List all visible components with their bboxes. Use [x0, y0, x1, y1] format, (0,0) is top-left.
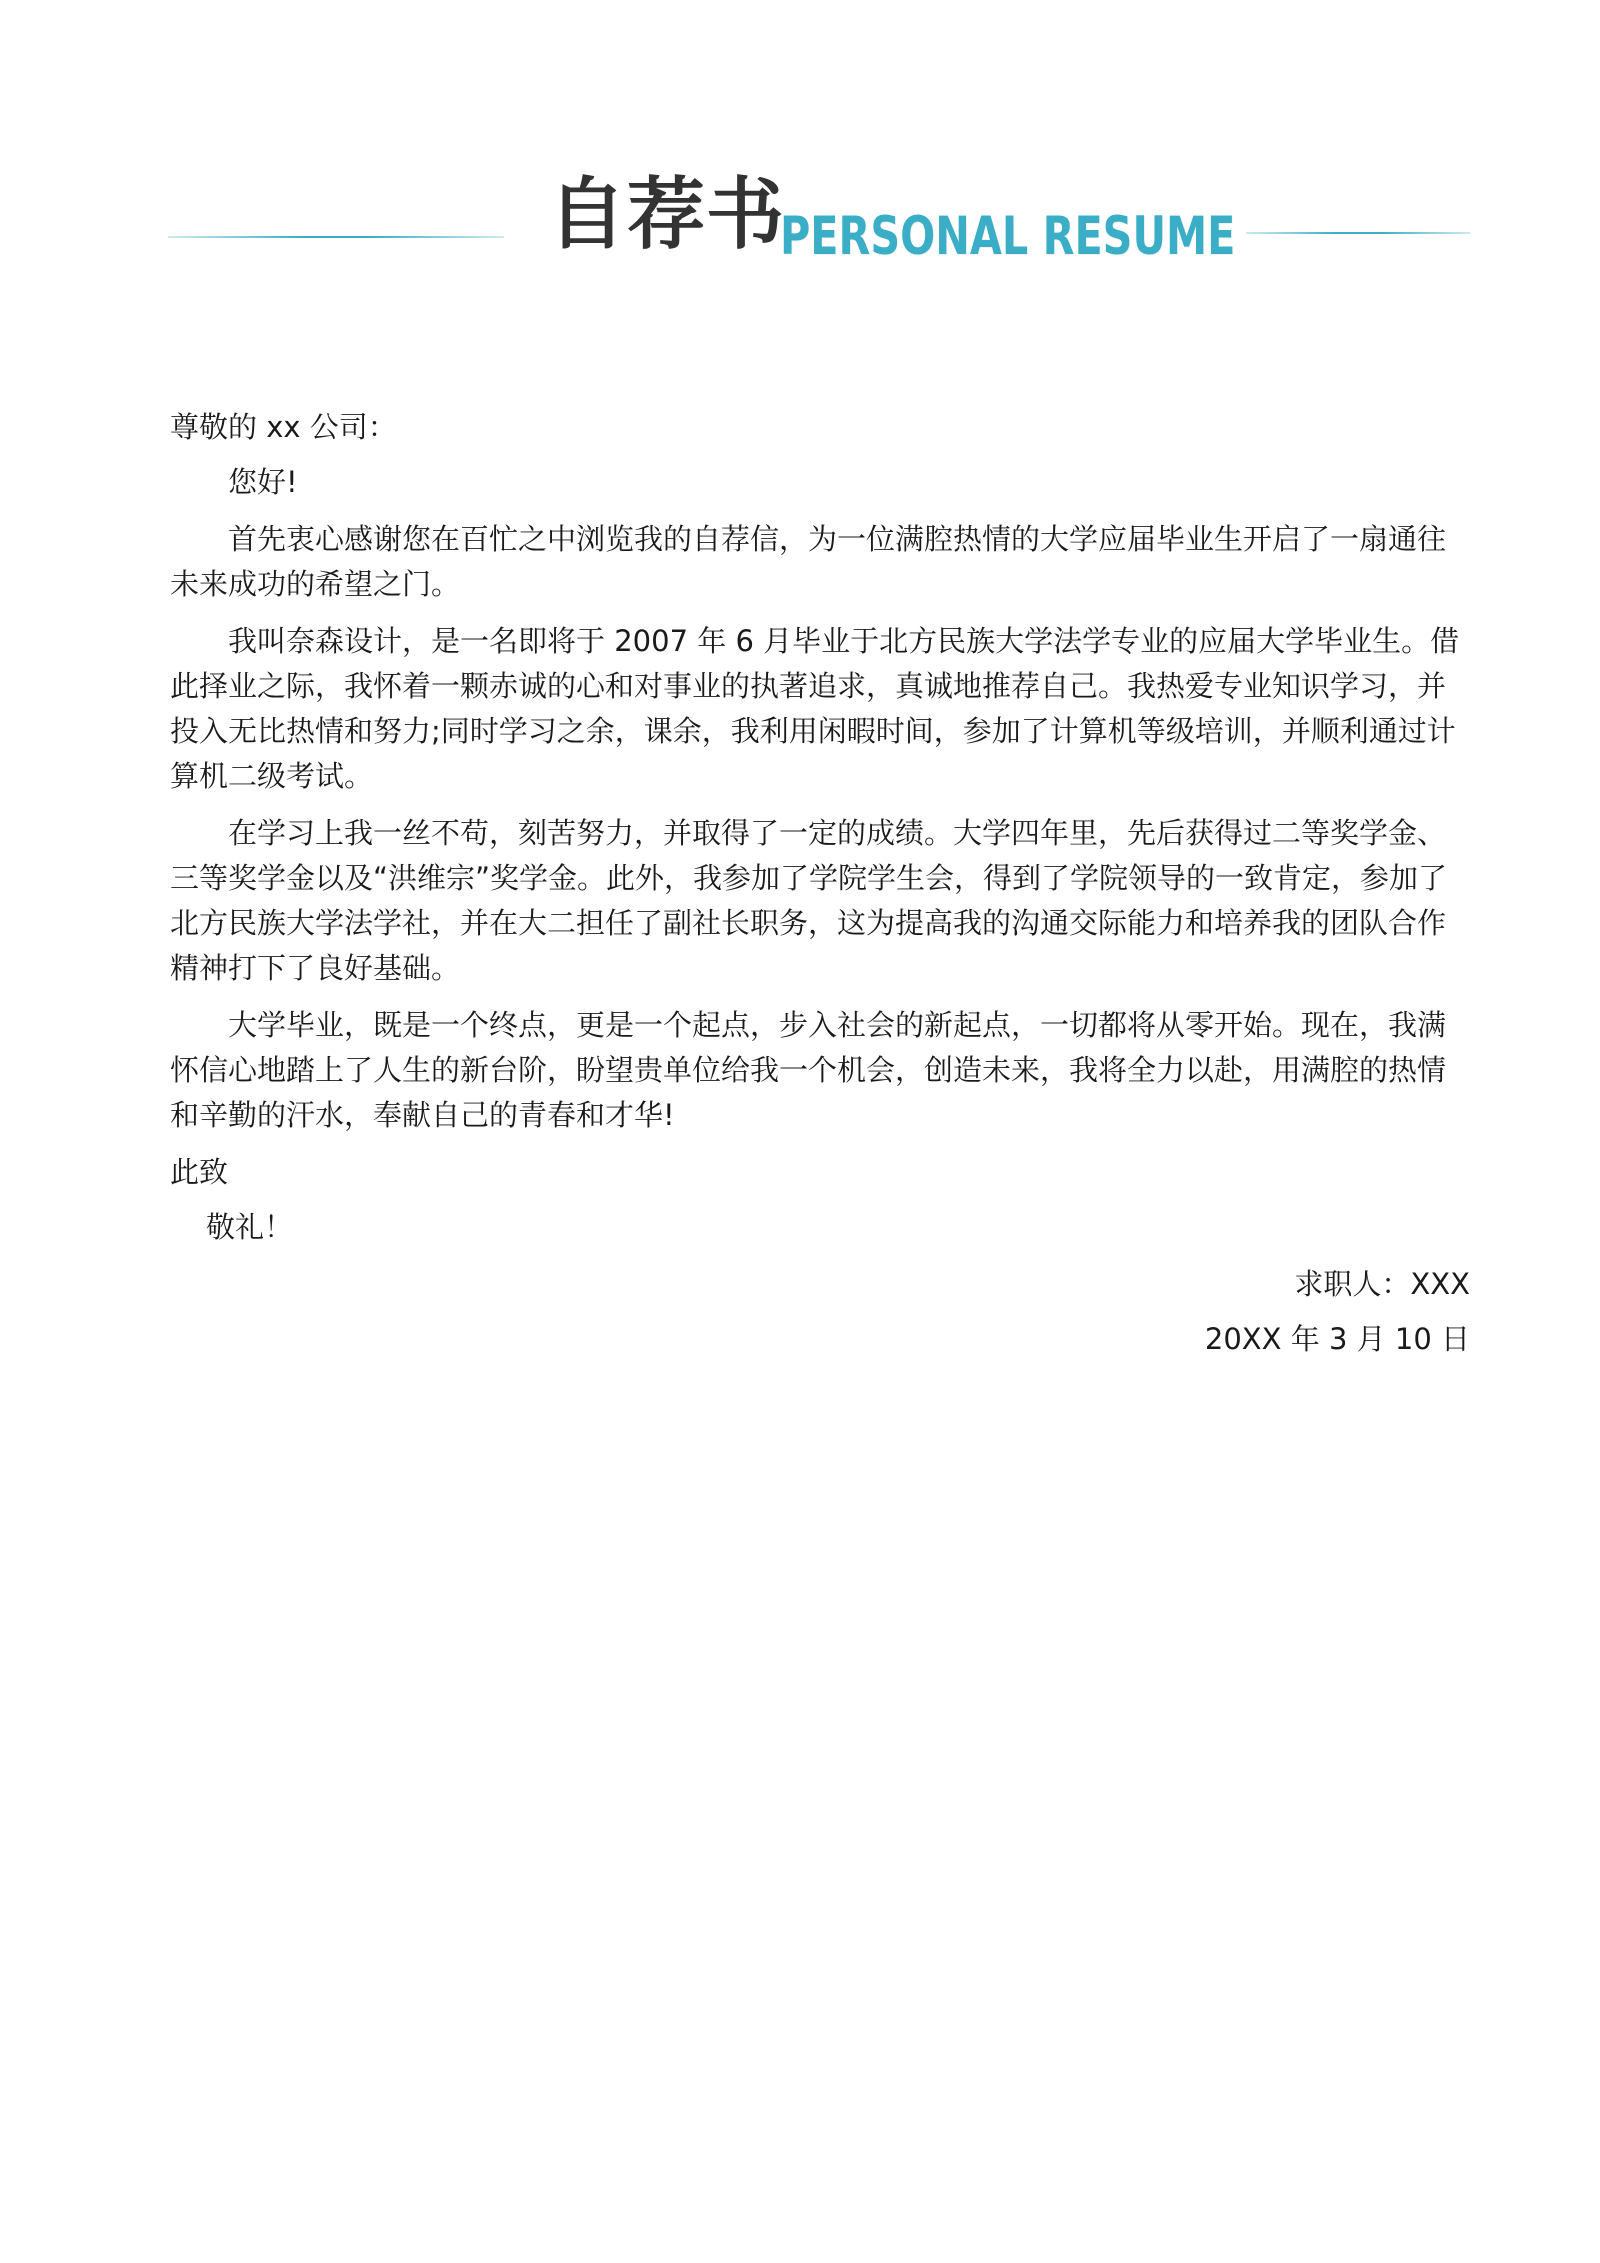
letter-paragraph: 首先衷心感谢您在百忙之中浏览我的自荐信，为一位满腔热情的大学应届毕业生开启了一扇通往未来成功的希望之门。 — [170, 522, 1447, 601]
date: 20XX 年 3 月 10 日 — [1204, 1322, 1470, 1356]
page-subtitle: PERSONAL RESUME — [780, 206, 1236, 267]
letter-paragraph: 大学毕业，既是一个终点，更是一个起点，步入社会的新起点，一切都将从零开始。现在，我满怀信心地踏上了人生的新台阶，盼望贵单位给我一个机会，创造未来，我将全力以赴，用满腔的热情和辛勤的汗水，奉献自己的青春和才华! — [170, 1008, 1447, 1132]
salutation: 尊敬的 xx 公司： — [170, 410, 397, 444]
header-right-rule — [1246, 232, 1470, 234]
greeting: 您好! — [228, 465, 298, 499]
letter-paragraph: 我叫奈森设计，是一名即将于 2007 年 6 月毕业于北方民族大学法学专业的应届大学毕业生。借此择业之际，我怀着一颗赤诚的心和对事业的执著追求，真诚地推荐自己。我热爱专业知识学习，并投入无比热情和努力;同时学习之余，课余，我利用闲暇时间，参加了计算机等级培训，并顺利通过计算机二级考试。 — [170, 624, 1460, 793]
page-header — [0, 0, 1600, 300]
signature: 求职人：XXX — [1294, 1267, 1470, 1301]
page-title: 自荐书 — [548, 170, 786, 260]
respect-line: 敬礼！ — [206, 1210, 294, 1244]
letter-paragraph: 在学习上我一丝不苟，刻苦努力，并取得了一定的成绩。大学四年里，先后获得过二等奖学金、三等奖学金以及“洪维宗”奖学金。此外，我参加了学院学生会，得到了学院领导的一致肯定，参加了北方民族大学法学社，并在大二担任了副社长职务，这为提高我的沟通交际能力和培养我的团队合作精神打下了良好基础。 — [170, 816, 1448, 985]
closing: 此致 — [170, 1155, 229, 1189]
header-left-rule — [168, 236, 504, 238]
letter-body — [170, 405, 1470, 1372]
